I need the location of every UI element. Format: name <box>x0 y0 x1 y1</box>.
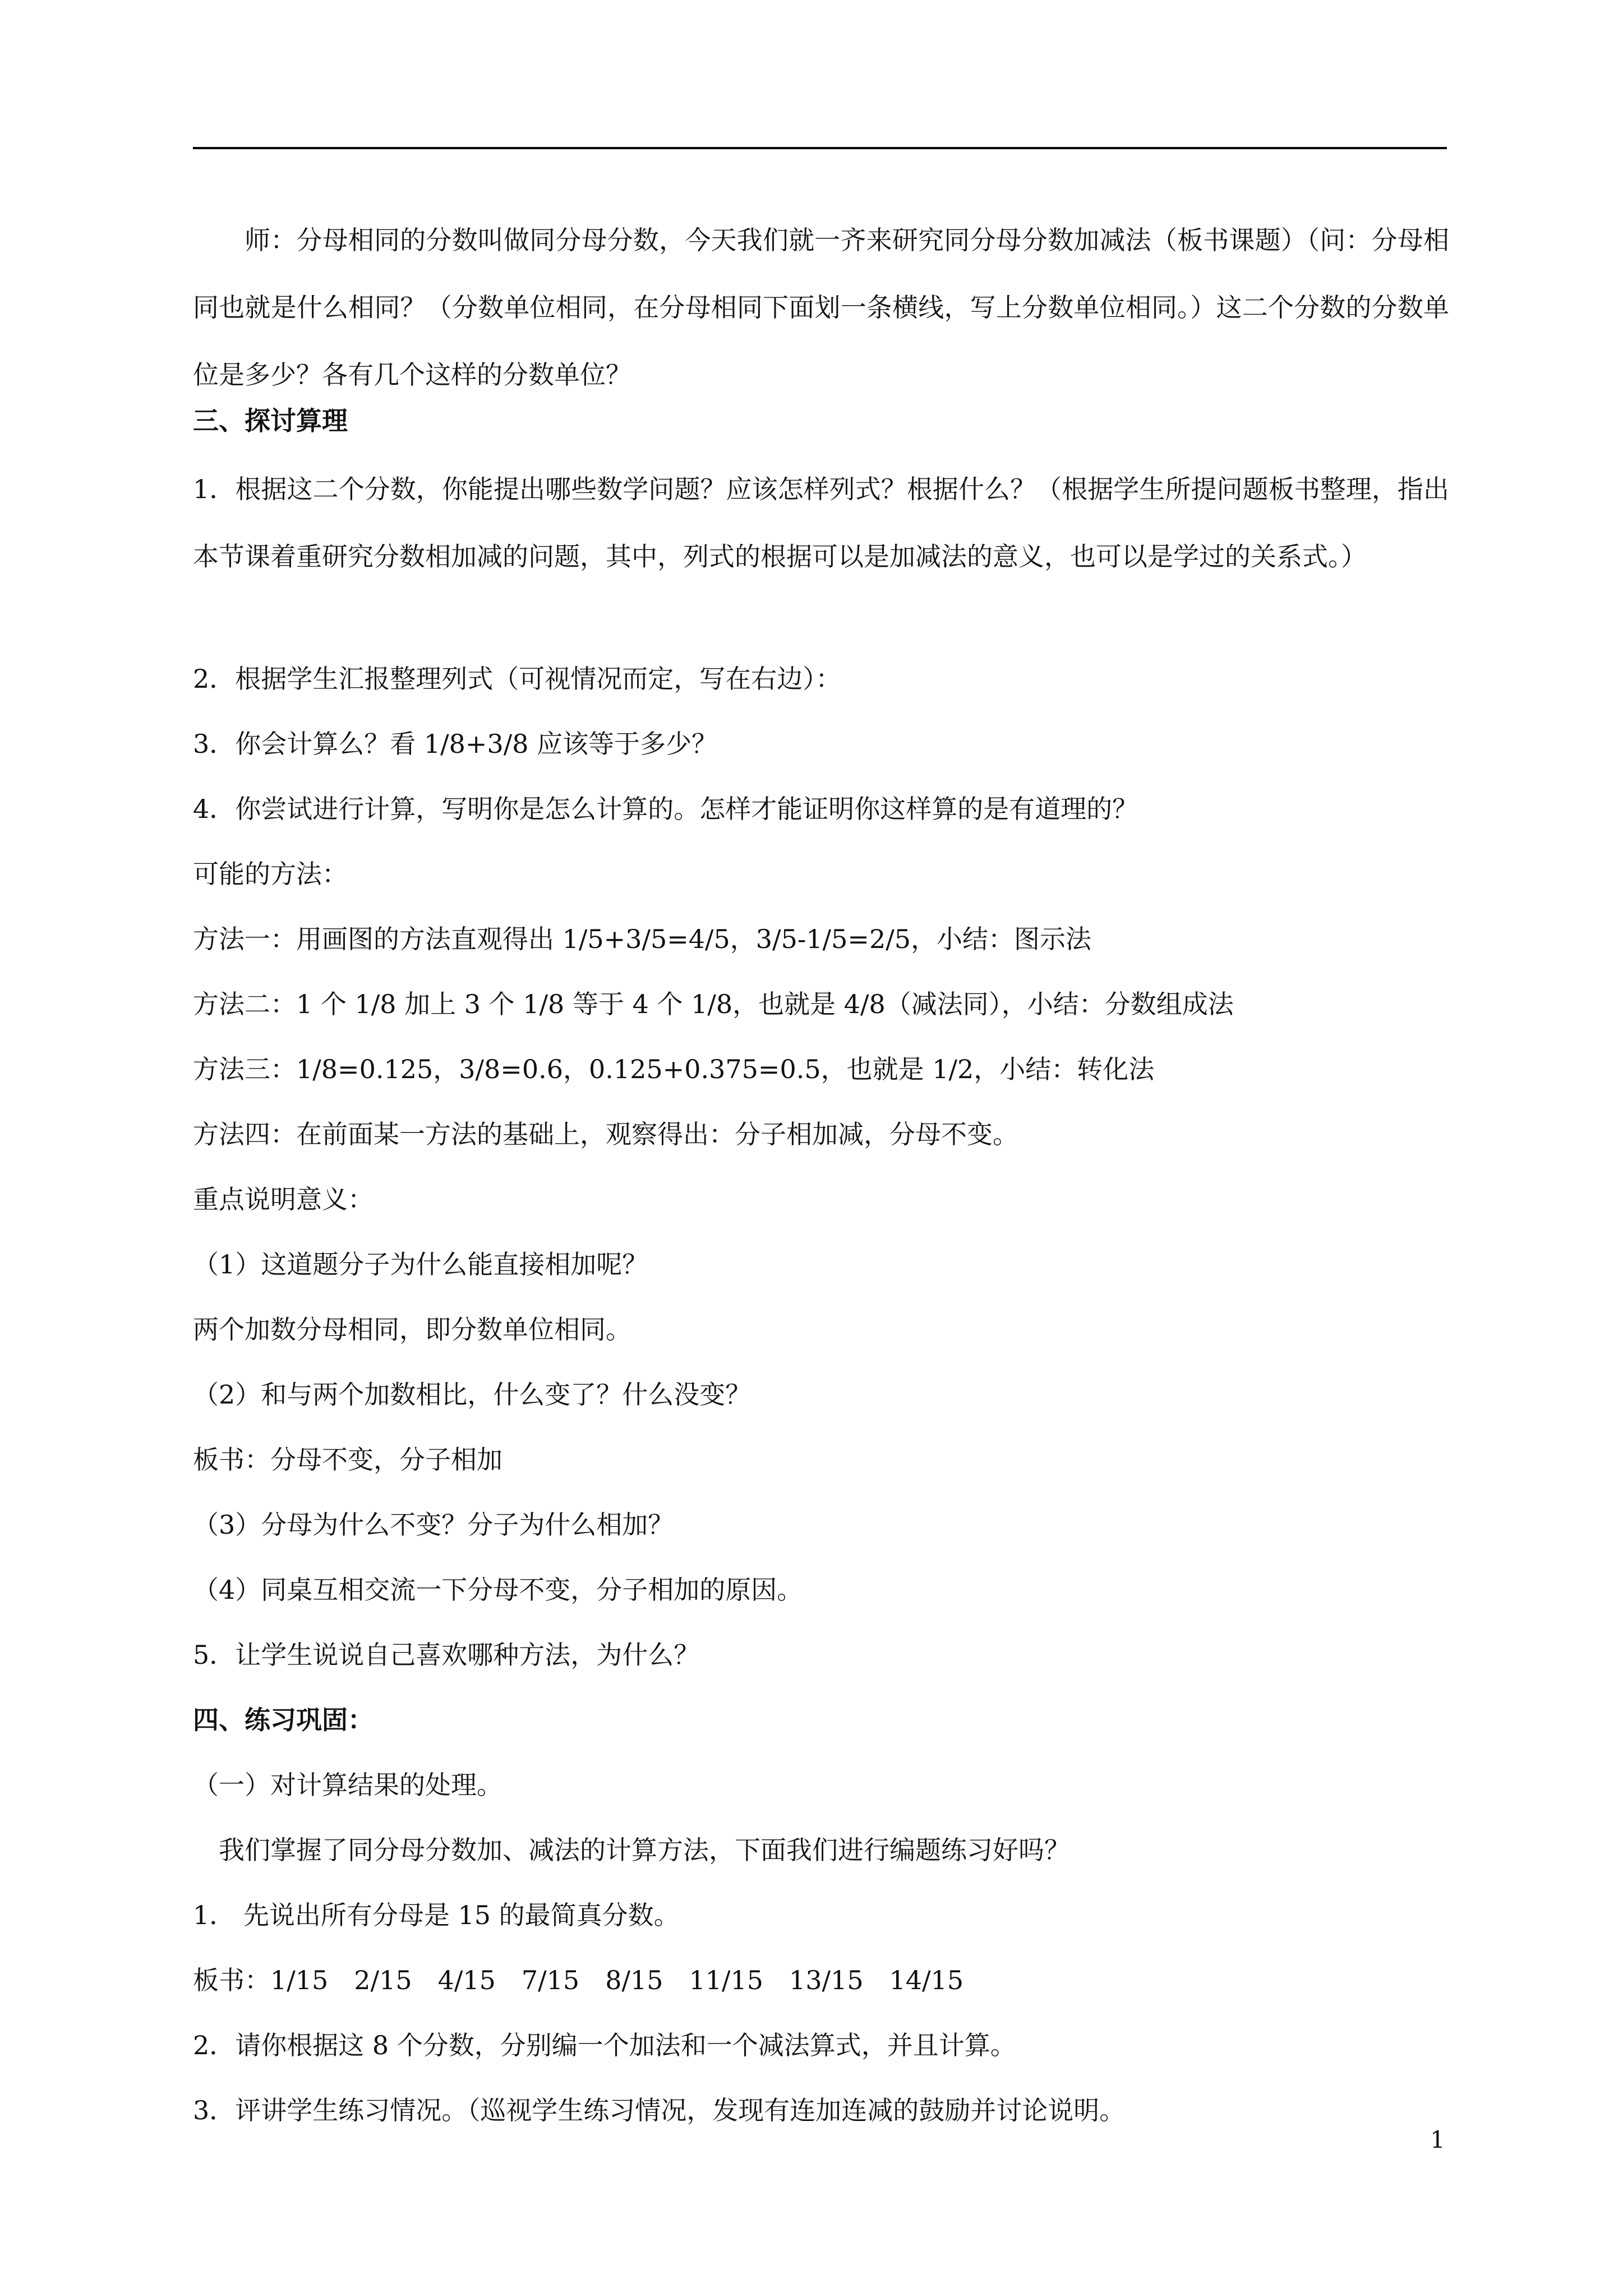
paragraph-item-2: 2．根据学生汇报整理列式（可视情况而定，写在右边）： <box>193 664 842 694</box>
paragraph-method-3: 方法三：1/8=0.125，3/8=0.6，0.125+0.375=0.5，也就是 1/2，小结：转化法 <box>193 1054 1155 1084</box>
paragraph-question-1: （1）这道题分子为什么能直接相加呢？ <box>193 1249 648 1280</box>
paragraph-practice-intro: 我们掌握了同分母分数加、减法的计算方法，下面我们进行编题练习好吗？ <box>219 1835 1070 1865</box>
paragraph-key-meaning: 重点说明意义： <box>193 1184 374 1214</box>
paragraph-method-2: 方法二：1 个 1/8 加上 3 个 1/8 等于 4 个 1/8，也就是 4/8（减法同），小结：分数组成法 <box>193 989 1234 1019</box>
paragraph-item-1: 1．根据这二个分数，你能提出哪些数学问题？应该怎样列式？根据什么？（根据学生所提问题板书整理，指出本节课着重研究分数相加减的问题，其中，列式的根据可以是加减法的意义，也可以是学过的关系式。） <box>193 474 1449 572</box>
paragraph-practice-3: 3．评讲学生练习情况。（巡视学生练习情况，发现有连加连减的鼓励并讨论说明。 <box>193 2095 1126 2125</box>
paragraph-question-3: （3）分母为什么不变？分子为什么相加？ <box>193 1510 674 1540</box>
paragraph-intro: 师：分母相同的分数叫做同分母分数，今天我们就一齐来研究同分母分数加减法（板书课题）（问：分母相同也就是什么相同？（分数单位相同，在分母相同下面划一条横线，写上分数单位相同。）这二个分数的分数单位是多少？各有几个这样的分数单位？ <box>193 225 1449 390</box>
paragraph-practice-1: 1． 先说出所有分母是 15 的最简真分数。 <box>193 1900 680 1930</box>
section-heading-4: 四、练习巩固： <box>193 1705 374 1735</box>
paragraph-board-note-1: 板书：分母不变，分子相加 <box>193 1444 502 1475</box>
header-rule <box>193 147 1447 149</box>
paragraph-item-4: 4．你尝试进行计算，写明你是怎么计算的。怎样才能证明你这样算的是有道理的？ <box>193 794 1138 824</box>
paragraph-methods-intro: 可能的方法： <box>193 859 348 889</box>
paragraph-question-2: （2）和与两个加数相比，什么变了？什么没变？ <box>193 1379 751 1410</box>
paragraph-answer-1: 两个加数分母相同，即分数单位相同。 <box>193 1314 631 1345</box>
paragraph-item-3: 3．你会计算么？看 1/8+3/8 应该等于多少？ <box>193 729 718 759</box>
paragraph-method-1: 方法一：用画图的方法直观得出 1/5+3/5=4/5，3/5-1/5=2/5，小结：图示法 <box>193 924 1091 954</box>
paragraph-question-4: （4）同桌互相交流一下分母不变，分子相加的原因。 <box>193 1575 803 1605</box>
paragraph-board-note-2: 板书：1/15 2/15 4/15 7/15 8/15 11/15 13/15 14/15 <box>193 1965 964 1995</box>
section-heading-3: 三、探讨算理 <box>193 406 348 436</box>
paragraph-item-5: 5．让学生说说自己喜欢哪种方法，为什么？ <box>193 1640 700 1670</box>
page-number: 1 <box>1430 2126 1445 2154</box>
paragraph-sub-heading-1: （一）对计算结果的处理。 <box>193 1770 502 1800</box>
paragraph-practice-2: 2．请你根据这 8 个分数，分别编一个加法和一个减法算式，并且计算。 <box>193 2030 1016 2060</box>
paragraph-method-4: 方法四：在前面某一方法的基础上，观察得出：分子相加减，分母不变。 <box>193 1119 1018 1149</box>
